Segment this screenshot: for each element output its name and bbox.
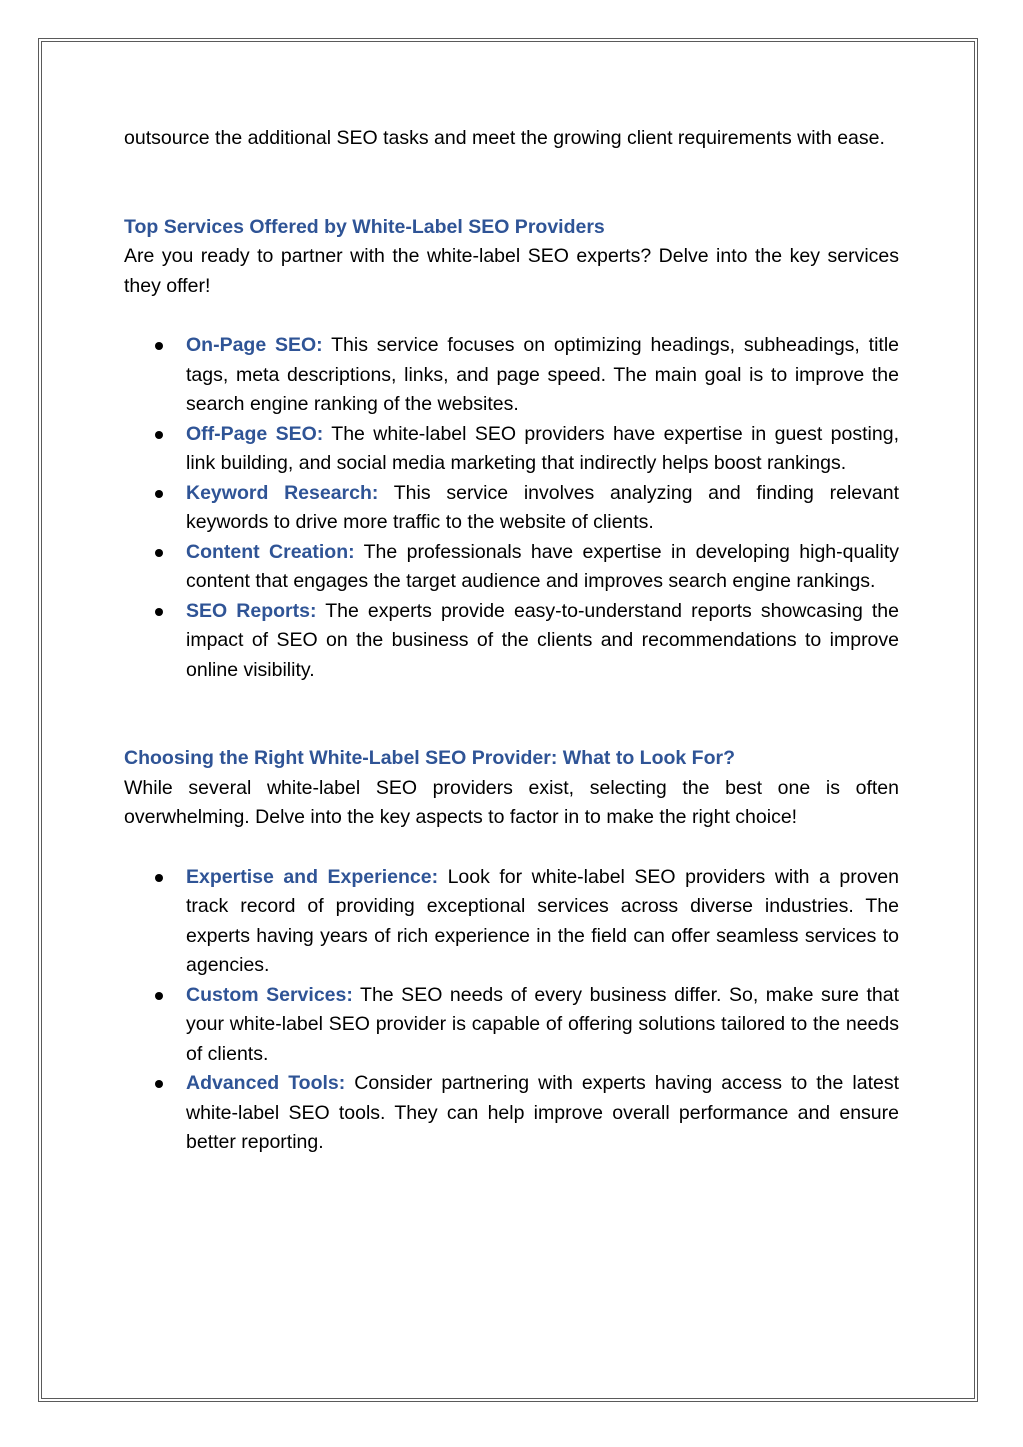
section-lead-top-services: Are you ready to partner with the white-label SEO experts? Delve into the key services they offer! xyxy=(124,245,899,297)
list-item-term: Content Creation: xyxy=(186,540,355,563)
list-item xyxy=(124,538,899,597)
intro-paragraph: outsource the additional SEO tasks and meet the growing client requirements with ease. xyxy=(124,127,885,149)
bullet-icon xyxy=(155,1080,163,1088)
list-item-term: Custom Services: xyxy=(186,983,353,1006)
document-body xyxy=(124,124,899,1158)
list-item-text: The SEO needs of every business differ. So, make sure that your white-label SEO provider is capable of offering solutions tailored to the needs of clients. xyxy=(186,983,899,1065)
list-item-term: Keyword Research: xyxy=(186,481,379,504)
section-lead-choosing-provider: While several white-label SEO providers exist, selecting the best one is often overwhelming. Delve into the key aspects to factor in to make the right choice! xyxy=(124,776,899,828)
list-item-text: Look for white-label SEO providers with a proven track record of providing exceptional services across diverse industries. The experts having years of rich experience in the field can offer seamless services to agencies. xyxy=(186,865,899,976)
bullet-icon xyxy=(155,874,163,882)
services-list xyxy=(124,331,899,685)
list-item xyxy=(124,420,899,479)
list-item xyxy=(124,1069,899,1158)
list-item-text: The white-label SEO providers have expertise in guest posting, link building, and social media marketing that indirectly helps boost rankings. xyxy=(186,422,899,474)
list-item-text: This service focuses on optimizing headings, subheadings, title tags, meta descriptions, links, and page speed. The main goal is to improve the search engine ranking of the websites. xyxy=(186,334,899,415)
bullet-icon xyxy=(155,608,163,616)
section-heading-top-services: Top Services Offered by White-Label SEO Providers xyxy=(124,215,605,238)
list-item-term: On-Page SEO: xyxy=(186,334,323,356)
list-item-text: Consider partnering with experts having access to the latest white-label SEO tools. They can help improve overall performance and ensure better reporting. xyxy=(186,1072,899,1153)
bullet-icon xyxy=(155,490,163,498)
bullet-icon xyxy=(155,992,163,1000)
criteria-list xyxy=(124,863,899,1158)
list-item xyxy=(124,479,899,538)
list-item-term: SEO Reports: xyxy=(186,599,317,622)
list-item xyxy=(124,981,899,1070)
list-item xyxy=(124,331,899,420)
list-item-text: The experts provide easy-to-understand reports showcasing the impact of SEO on the business of the clients and recommendations to improve online visibility. xyxy=(186,599,899,681)
bullet-icon xyxy=(155,342,163,350)
list-item-text: This service involves analyzing and finding relevant keywords to drive more traffic to the website of clients. xyxy=(186,481,899,533)
bullet-icon xyxy=(155,549,163,557)
list-item-term: Expertise and Experience: xyxy=(186,865,439,888)
list-item xyxy=(124,597,899,686)
list-item-text: The professionals have expertise in developing high-quality content that engages the target audience and improves search engine rankings. xyxy=(186,540,899,592)
section-heading-choosing-provider: Choosing the Right White-Label SEO Provider: What to Look For? xyxy=(124,747,735,769)
list-item-term: Off-Page SEO: xyxy=(186,422,324,445)
list-item xyxy=(124,863,899,981)
list-item-term: Advanced Tools: xyxy=(186,1072,346,1094)
bullet-icon xyxy=(155,431,163,439)
